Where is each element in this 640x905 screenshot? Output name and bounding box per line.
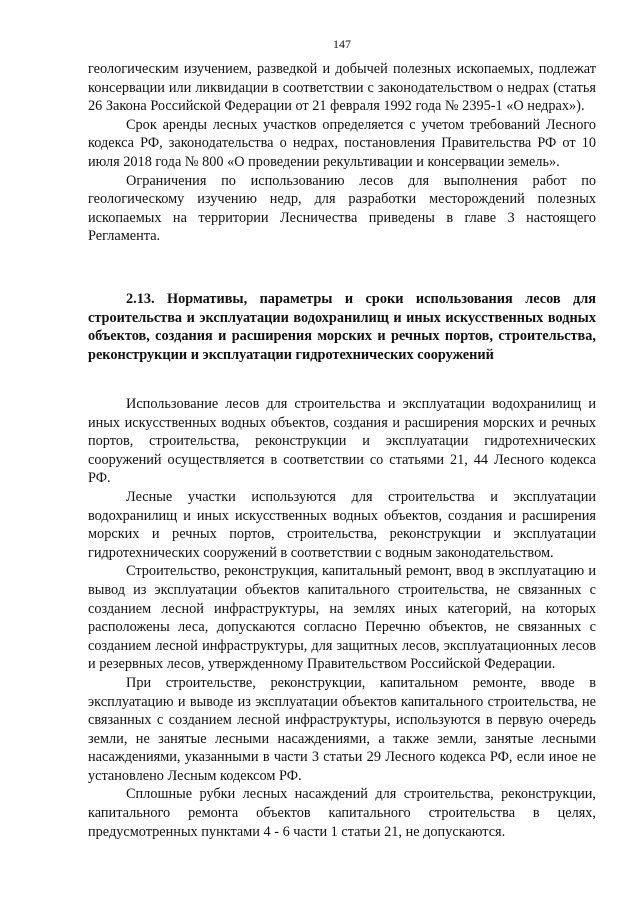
- paragraph-land-priority: При строительстве, реконструкции, капитальном ремонте, вводе в эксплуатацию и выводе из эксплуатации объектов капитального строительства, не связанных с созданием лесной инфраструктуры, используются в первую очередь земли, не занятые лесными насаждениями, а также земли, занятые лесными насаждениями, указанными в части 3 статьи 29 Лесного кодекса РФ, если иное не установлено Лесным кодексом РФ.: [88, 674, 596, 784]
- paragraph-geology-restrictions: Ограничения по использованию лесов для выполнения работ по геологическому изучению недр, для разработки месторождений полезных ископаемых на территории Лесничества приведены в главе 3 настоящего Регламента.: [88, 172, 596, 245]
- page-number: 147: [333, 37, 351, 51]
- section-text-block: [88, 395, 596, 841]
- paragraph-forest-use-basis: Использование лесов для строительства и эксплуатации водохранилищ и иных искусственных водных объектов, создания и расширения морских и речных портов, строительства, реконструкции и эксплуатации гидротехнических сооружений осуществляется в соответствии со статьями 21, 44 Лесного кодекса РФ.: [88, 396, 596, 487]
- paragraph-subsoil-conservation: геологическим изучением, разведкой и добычей полезных ископаемых, подлежат консервации или ликвидации в соответствии с законодательством о недрах (статья 26 Закона Российской Федерации от 21 февраля 1992 года № 2395-1 «О недрах»).: [88, 61, 596, 115]
- section-heading-block: [88, 290, 596, 364]
- paragraph-forest-plots-use: Лесные участки используются для строительства и эксплуатации водохранилищ и иных искусственных водных объектов, создания и расширения морских и речных портов, строительства, реконструкции и эксплуатации гидротехнических сооружений в соответствии с водным законодательством.: [88, 488, 596, 561]
- paragraph-clear-cutting: Сплошные рубки лесных насаждений для строительства, реконструкции, капитального ремонта объектов капитального строительства в целях, предусмотренных пунктами 4 - 6 части 1 статьи 21, не допускаются.: [88, 786, 596, 840]
- top-text-block: [88, 60, 596, 246]
- paragraph-lease-term: Срок аренды лесных участков определяется с учетом требований Лесного кодекса РФ, законодательства о недрах, постановления Правительства РФ от 10 июля 2018 года № 800 «О проведении рекультивации и консервации земель».: [88, 116, 596, 170]
- section-heading: 2.13. Нормативы, параметры и сроки использования лесов для строительства и эксплуатации водохранилищ и иных искусственных водных объектов, создания и расширения морских и речных портов, строительства, реконструкции и эксплуатации гидротехнических сооружений: [88, 291, 596, 363]
- paragraph-construction-permitted: Строительство, реконструкция, капитальный ремонт, ввод в эксплуатацию и вывод из эксплуатации объектов капитального строительства, не связанных с созданием лесной инфраструктуры, на землях иных категорий, на которых расположены леса, допускаются согласно Перечню объектов, не связанных с созданием лесной инфраструктуры, для защитных лесов, эксплуатационных лесов и резервных лесов, утвержденному Правительством Российской Федерации.: [88, 563, 596, 673]
